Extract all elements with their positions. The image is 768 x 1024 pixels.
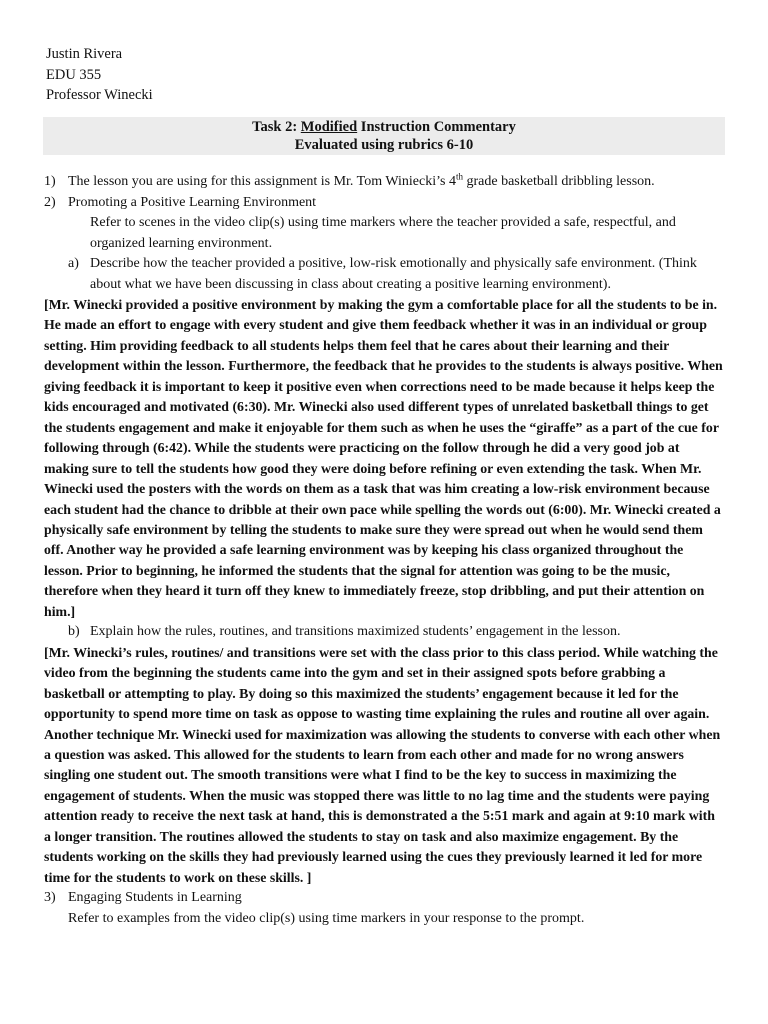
item-2-description: Refer to scenes in the video clip(s) using time markers where the teacher provided a safe, respectful, and organized learning environment. bbox=[90, 215, 676, 251]
student-header bbox=[46, 44, 153, 106]
sub-item-a-text: Describe how the teacher provided a positive, low-risk emotionally and physically safe environment. (Think about what we have been discussing in class about creating a positive learning environment). bbox=[90, 256, 697, 292]
task-title bbox=[43, 119, 725, 137]
item-3-title: Engaging Students in Learning bbox=[68, 890, 242, 906]
sub-item-a bbox=[44, 254, 724, 295]
title-underlined-word: Modified bbox=[300, 119, 358, 135]
item-letter: a) bbox=[68, 256, 79, 271]
course-code: EDU 355 bbox=[46, 66, 102, 83]
item-letter: b) bbox=[68, 624, 80, 640]
item-number: 3) bbox=[44, 890, 56, 906]
title-prefix: Task 2: bbox=[252, 119, 301, 135]
sub-item-b bbox=[44, 622, 724, 643]
item-1-text-end: grade basketball dribbling lesson. bbox=[462, 174, 655, 189]
title-box bbox=[43, 117, 725, 155]
student-name: Justin Rivera bbox=[46, 46, 123, 62]
task-subtitle: Evaluated using rubrics 6-10 bbox=[294, 136, 474, 153]
item-3-description: Refer to examples from the video clip(s) using time markers in your response to the prompt. bbox=[68, 910, 585, 926]
list-item-1 bbox=[44, 172, 724, 193]
answer-b: [Mr. Winecki’s rules, routines/ and transitions were set with the class prior to this class period. While watching the video from the beginning the students came into the gym and set in their assigned spots before grabbing a basketball or attempting to play. By doing so this maximized the students’ engagement because it led for the opportunity to spend more time on task as oppose to wasting time explaining the rules and routine all over again. Another technique Mr. Winecki used for maximization was allowing the students to converse with each other when a question was asked. This allowed for the students to learn from each other and made for no wrong answers singling one student out. The smooth transitions were what I find to be the key to success in maximizing the engagement of students. When the music was stopped there was little to no lag time and the students were paying attention ready to receive the next task at hand, this is demonstrated a the 5:51 mark and again at 9:10 mark with a longer transition. The routines allowed the students to stay on task and also maximize engagement. By the students working on the skills they had previously learned using the cues they previously learned it led for more time for the students to work on these skills. ] bbox=[44, 644, 721, 885]
list-item-2 bbox=[44, 193, 724, 214]
answer-a: [Mr. Winecki provided a positive environment by making the gym a comfortable place for all the students to be in. He made an effort to engage with every student and give them feedback whether it was in an individual or group setting. Him providing feedback to all students helps them feel that he cares about their learning and their development within the lesson. Furthermore, the feedback that he provides to the students is always positive. When giving feedback it is important to keep it positive even when corrections need to be made because it helps keep the kids encouraged and motivated (6:30). Mr. Winecki also used different types of unrelated basketball things to get the students engagement and make it enjoyable for them such as when he uses the “giraffe” as a part of the cue for following through (6:42). While the students were practicing on the follow through he did a very good job at making sure to tell the students how good they were doing before refining or even extending the task. When Mr. Winecki used the posters with the words on them as a task that was him creating a low-risk environment because each student had the chance to dribble at their own pace while spelling the words out (6:00). Mr. Winecki created a physically safe environment by telling the students to make sure they were spread out when he would send them off. Another way he provided a safe learning environment was by keeping his class organized throughout the lesson. Prior to beginning, he informed the students that the signal for attention was going to be the music, therefore when they heard it turn off they knew to immediately freeze, stop dribbling, and put their attention on him.] bbox=[44, 297, 723, 619]
item-2-title: Promoting a Positive Learning Environment bbox=[68, 194, 317, 210]
sub-item-b-text: Explain how the rules, routines, and transitions maximized students’ engagement in the lesson. bbox=[90, 624, 621, 640]
item-1-text: The lesson you are using for this assignment is Mr. Tom Winiecki’s 4 bbox=[68, 174, 456, 189]
commentary-body bbox=[44, 172, 724, 929]
professor-name: Professor Winecki bbox=[46, 87, 153, 103]
list-item-3 bbox=[44, 888, 724, 909]
item-number: 2) bbox=[44, 194, 56, 210]
superscript-th: th bbox=[455, 171, 463, 182]
item-number: 1) bbox=[44, 174, 56, 189]
title-suffix: Instruction Commentary bbox=[357, 119, 516, 135]
